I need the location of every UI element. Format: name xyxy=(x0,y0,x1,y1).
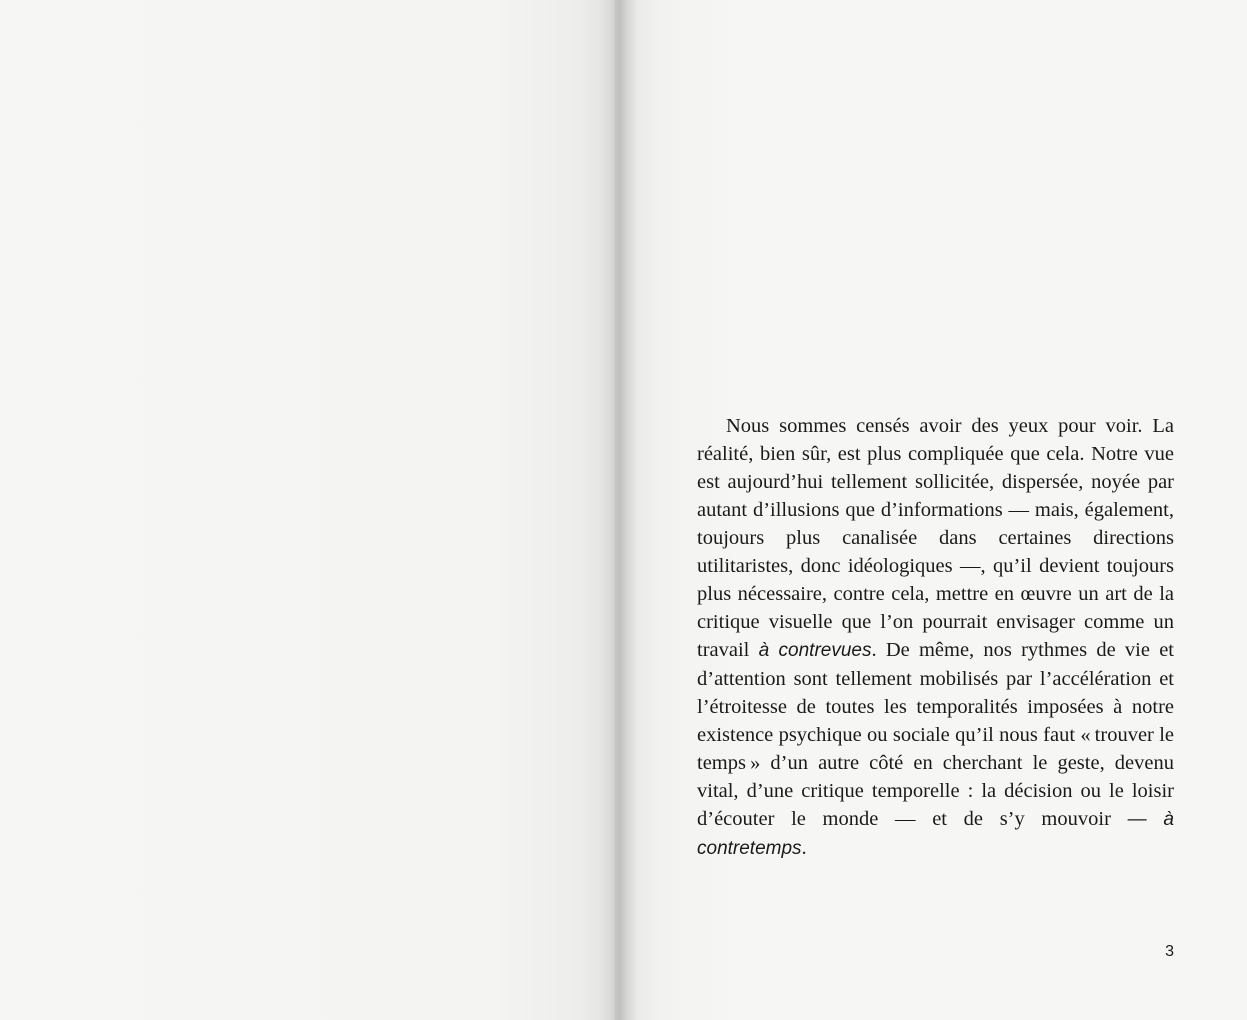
left-page-blank xyxy=(0,0,615,1020)
paragraph-italic-contrevues: à contrevues xyxy=(758,640,872,661)
page-number: 3 xyxy=(1165,943,1174,960)
paragraph-text-part3: . xyxy=(801,837,807,859)
paragraph-italic-contretemps: — à contretemps xyxy=(697,809,1174,859)
body-text-block xyxy=(697,412,1174,863)
paragraph-text-part2: . De même, nos rythmes de vie et d’attention sont tellement mobilisés par l’accélération et l’étroitesse de toutes les temporalités imposées à notre existence psychique ou sociale qu’il nous faut « trouver le temps » d’un autre côté en cherchant le geste, devenu vital, d’une critique temporelle : la décision ou le loisir d’écouter le monde — et de s’y mouvoir xyxy=(697,639,1174,830)
paragraph-text-part1: Nous sommes censés avoir des yeux pour voir. La réalité, bien sûr, est plus compliquée que cela. Notre vue est aujourd’hui tellement sollicitée, dispersée, noyée par autant d’illusions que d’informations — mais, également, toujours plus canalisée dans certaines directions utilitaristes, donc idéologiques —, qu’il devient toujours plus nécessaire, contre cela, mettre en œuvre un art de la critique visuelle que l’on pourrait envisager comme un travail xyxy=(697,415,1174,661)
body-paragraph xyxy=(697,412,1174,863)
book-gutter-shadow xyxy=(598,0,638,1020)
